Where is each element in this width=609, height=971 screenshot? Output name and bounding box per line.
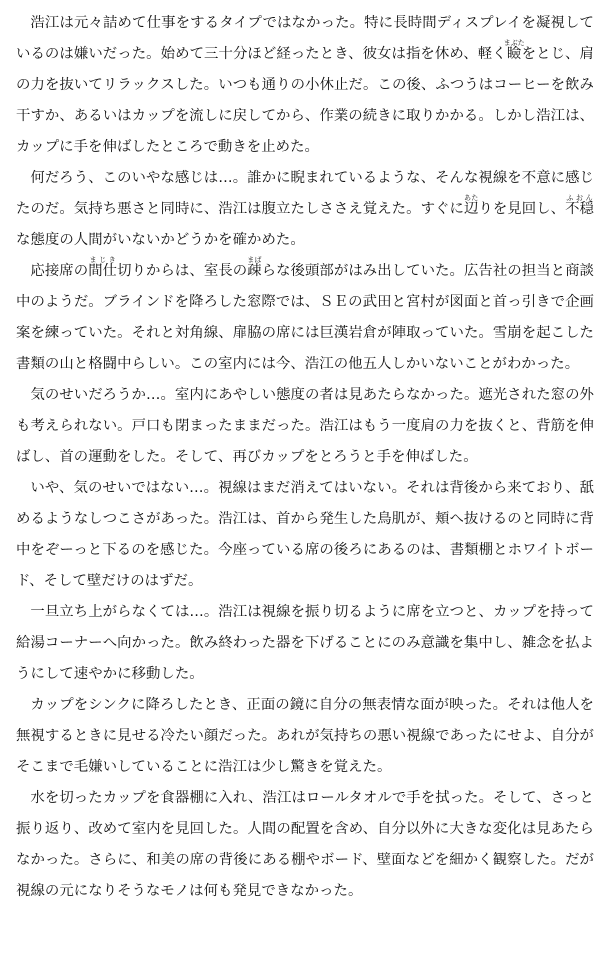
ruby-reading: あた	[463, 194, 479, 202]
text-segment: カップをシンクに降ろしたとき、正面の鏡に自分の無表情な面が映った。それは他人を無視するときに見せる冷たい顔だった。あれが気持ちの悪い視線であったにせよ、自分がそこまで毛嫌いしていることに浩江は少し驚きを覚えた。	[16, 697, 594, 775]
novel-page	[16, 0, 594, 907]
text-segment: をとじ、肩の力を抜いてリラックスした。いつも通りの小休止だ。この後、ふつうはコーヒーを飲み干すか、あるいはカップを流しに戻してから、作業の続きに取りかかる。しかし浩江は、カップに手を伸ばしたところで動きを止めた。	[16, 46, 594, 155]
text-segment: 浩江は元々詰めて仕事をするタイプではなかった。特に長時間ディスプレイを凝視しているのは嫌いだった。始めて三十分ほど経ったとき、彼女は指を休め、軽く	[16, 15, 594, 62]
ruby-reading: まじき	[88, 256, 118, 264]
text-segment: 切りからは、室長の	[117, 263, 248, 279]
ruby-reading: まば	[247, 256, 262, 264]
ruby-reading: ふおん	[565, 194, 594, 202]
text-segment: 水を切ったカップを食器棚に入れ、浩江はロールタオルで手を拭った。そして、さっと振り返り、改めて室内を見回した。人間の配置を含め、自分以外に大きな変化は見あたらなかった。さらに、和美の席の背後にある棚やボード、壁面などを細かく観察した。だが視線の元になりそうなモノは何も発見できなかった。	[16, 790, 594, 899]
text-segment: いや、気のせいではない…。視線はまだ消えてはいない。それは背後から来ており、舐めるようなしつこさがあった。浩江は、首から発生した鳥肌が、頬へ抜けるのと同時に背中をぞーっと下るのを感じた。今座っている席の後ろにあるのは、書類棚とホワイトボード、そして壁だけのはずだ。	[16, 480, 594, 589]
ruby-reading: まぶた	[503, 39, 525, 47]
paragraph-1	[16, 8, 594, 163]
paragraph-4	[16, 380, 594, 473]
text-segment: 応接席の	[30, 263, 89, 279]
paragraph-7	[16, 690, 594, 783]
paragraph-6	[16, 597, 594, 690]
text-segment: な態度の人間がいないかどうかを確かめた。	[16, 232, 305, 248]
ruby-base: 不穏	[565, 201, 594, 217]
paragraph-8	[16, 783, 594, 907]
text-segment: りを見回し、	[478, 201, 566, 217]
ruby-base: 辺	[463, 201, 479, 217]
paragraph-5	[16, 473, 594, 597]
ruby-word	[565, 194, 594, 217]
ruby-word	[247, 256, 262, 279]
ruby-base: 瞼	[503, 46, 525, 62]
ruby-word	[88, 256, 118, 279]
ruby-word	[463, 194, 479, 217]
ruby-base: 間仕	[88, 263, 118, 279]
paragraph-3	[16, 256, 594, 380]
ruby-word	[503, 39, 525, 62]
ruby-base: 疎	[247, 263, 262, 279]
text-segment: 何だろう、このいやな感じは…。誰かに睨まれているような、そんな視線を不意に感じたのだ。気持ち悪さと同時に、浩江は腹立たしささえ覚えた。すぐに	[16, 170, 594, 217]
text-segment: らな後頭部がはみ出していた。広告社の担当と商談中のようだ。ブラインドを降ろした窓際では、ＳＥの武田と宮村が図面と首っ引きで企画案を練っていた。それと対角線、扉脇の席には巨漢岩倉が陣取っていた。雪崩を起こした書類の山と格闘中らしい。この室内には今、浩江の他五人しかいないことがわかった。	[16, 263, 594, 372]
text-segment: 一旦立ち上がらなくては…。浩江は視線を振り切るように席を立つと、カップを持って給湯コーナーへ向かった。飲み終わった器を下げることにのみ意識を集中し、雑念を払ようにして速やかに移動した。	[16, 604, 594, 682]
text-segment: 気のせいだろうか…。室内にあやしい態度の者は見あたらなかった。遮光された窓の外も考えられない。戸口も閉まったままだった。浩江はもう一度肩の力を抜くと、背筋を伸ばし、首の運動をした。そして、再びカップをとろうと手を伸ばした。	[16, 387, 594, 465]
paragraph-2	[16, 163, 594, 256]
